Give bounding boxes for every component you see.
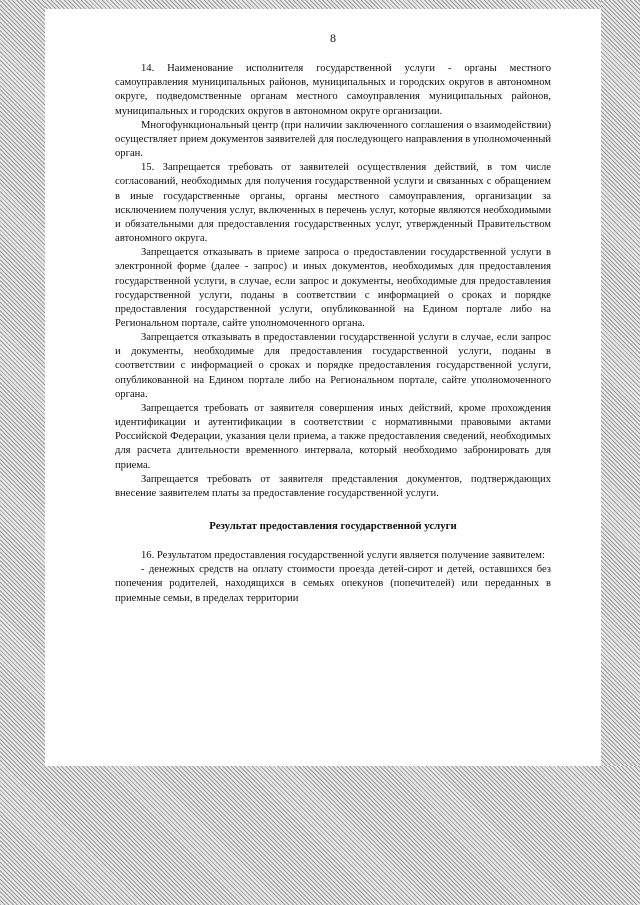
bullet-item: - денежных средств на оплату стоимости проезда детей-сирот и детей, оставшихся без попечения родителей, находящихся в семьях опекунов (попечителей) или переданных в приемные семьи, в пределах территории: [115, 564, 551, 604]
page-number: 8: [330, 31, 336, 45]
section-heading: Результат предоставления государственной услуги: [209, 520, 457, 532]
document-body: [115, 31, 551, 606]
scan-border-bottom: [0, 766, 640, 905]
paragraph-refusal-request: Запрещается отказывать в приеме запроса о предоставлении государственной услуги в электронной форме (далее - запрос) и иных документов, необходимых для предоставления государственной услуги, в случае, если запрос и документы, необходимые для предоставления государственной услуги, поданы в соответствии с информацией о сроках и порядке предоставления государственной услуги, опубликованной на Едином портале либо на Региональном портале, сайте уполномоченного органа.: [115, 247, 551, 329]
paragraph-16: 16. Результатом предоставления государственной услуги является получение заявителем:: [141, 550, 545, 562]
paragraph-payment-docs: Запрещается требовать от заявителя представления документов, подтверждающих внесение заявителем платы за предоставление государственной услуги.: [115, 473, 551, 499]
paragraph-mfc: Многофункциональный центр (при наличии заключенного соглашения о взаимодействии) осуществляет прием документов заявителей для последующего направления в уполномоченный орган.: [115, 119, 551, 160]
paragraph-14: 14. Наименование исполнителя государственной услуги - органы местного самоуправления муниципальных районов, муниципальных и городских округов в автономном округе, подведомственные органам местного самоуправления муниципальных районов, муниципальных и городских округов в автономном округе организации.: [115, 63, 551, 117]
paragraph-15: 15. Запрещается требовать от заявителей осуществления действий, в том числе согласований, необходимых для получения государственной услуги и связанных с обращением в иные государственные органы, органы местного самоуправления, организации за исключением получения услуг, включенных в перечень услуг, которые являются необходимыми и обязательными для предоставления государственных услуг, утвержденный Правительством автономного округа.: [115, 162, 551, 245]
scan-border-top: [0, 0, 640, 9]
paragraph-refusal-service: Запрещается отказывать в предоставлении государственной услуги в случае, если запрос и документы, необходимые для предоставления государственной услуги, поданы в соответствии с информацией о сроках и порядке предоставления государственной услуги, опубликованной на Едином портале либо на Региональном портале, сайте уполномоченного органа.: [115, 332, 551, 400]
paragraph-identification: Запрещается требовать от заявителя совершения иных действий, кроме прохождения идентификации и аутентификации в соответствии с нормативными правовыми актами Российской Федерации, указания цели приема, а также предоставления сведений, необходимых для расчета длительности временного интервала, который необходимо забронировать для приема.: [115, 402, 551, 471]
